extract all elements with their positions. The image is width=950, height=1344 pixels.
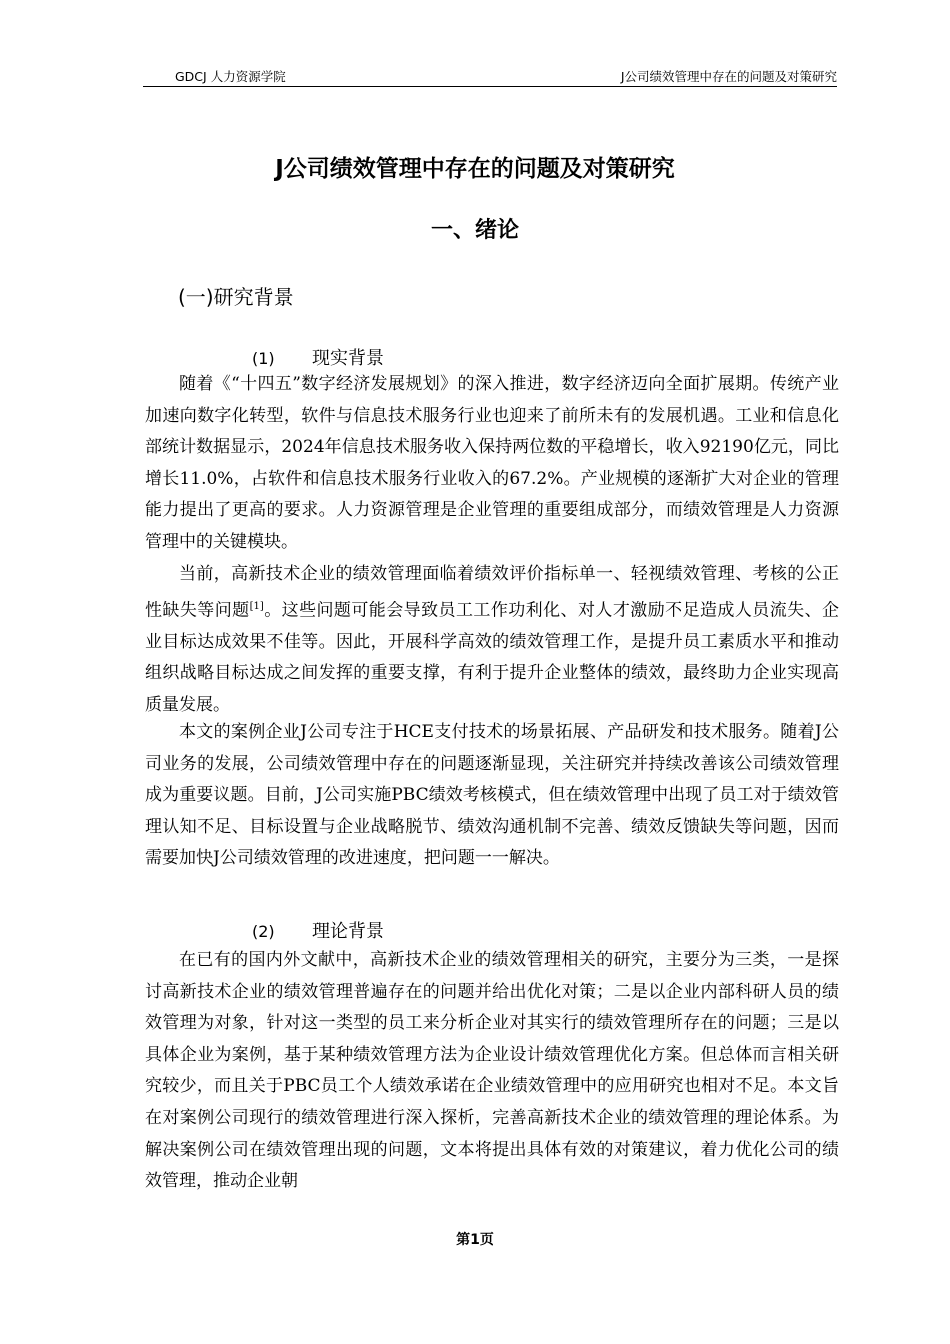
citation-marker: [1] xyxy=(249,600,264,612)
subsection-number: (1) xyxy=(252,349,275,368)
paragraph-2-body: 这些问题可能会导致员工工作功利化、对人才激励不足造成人员流失、企业目标达成效果不佳等。因此，开展科学高效的绩效管理工作，是提升员工素质水平和推动组织战略目标达成之间发挥的重要支撑，有利于提升企业整体的绩效，最终助力企业实现高质量发展。 xyxy=(145,600,840,716)
subsection-title: 现实背景 xyxy=(312,348,384,369)
paragraph-4: 在已有的国内外文献中，高新技术企业的绩效管理相关的研究，主要分为三类，一是探讨高新技术企业的绩效管理普遍存在的问题并给出优化对策；二是以企业内部科研人员的绩效管理为对象，针对这一类型的员工来分析企业对其实行的绩效管理所存在的问题；三是以具体企业为案例，基于某种绩效管理方法为企业设计绩效管理优化方案。但总体而言相关研究较少，而且关于PBC员工个人绩效承诺在企业绩效管理中的应用研究也相对不足。本文旨在对案例公司现行的绩效管理进行深入探析，完善高新技术企业的绩效管理的理论体系。为解决案例公司在绩效管理出现的问题，文本将提出具体有效的对策建议，着力优化公司的绩效管理，推动企业朝 xyxy=(145,950,839,1192)
header-left: GDCJ 人力资源学院 xyxy=(175,69,286,84)
page-number: 第1页 xyxy=(456,1232,494,1248)
paragraph-2 xyxy=(145,559,839,722)
subsection-title: 理论背景 xyxy=(312,921,384,942)
section-heading: (一)研究背景 xyxy=(178,285,294,309)
chapter-heading: 一、绪论 xyxy=(430,218,519,243)
subsection-heading-1 xyxy=(252,344,384,370)
subsection-heading-2 xyxy=(252,917,384,943)
paragraph-2-lead: 当前，高新技术企业的绩效管理面临着绩效评价指标单一、轻视绩效管理、考核的公正性缺失等问题 xyxy=(145,564,839,621)
header-right: J公司绩效管理中存在的问题及对策研究 xyxy=(620,69,837,84)
document-title: J公司绩效管理中存在的问题及对策研究 xyxy=(275,156,675,182)
paragraph-2-punct: 。 xyxy=(263,600,282,621)
page-header xyxy=(143,66,837,87)
paragraph-1: 随着《“十四五”数字经济发展规划》的深入推进，数字经济迈向全面扩展期。传统产业加速向数字化转型，软件与信息技术服务行业也迎来了前所未有的发展机遇。工业和信息化部统计数据显示，2024年信息技术服务收入保持两位数的平稳增长，收入92190亿元，同比增长11.0%，占软件和信息技术服务行业收入的67.2%。产业规模的逐渐扩大对企业的管理能力提出了更高的要求。人力资源管理是企业管理的重要组成部分，而绩效管理是人力资源管理中的关键模块。 xyxy=(145,374,839,552)
paragraph-3: 本文的案例企业J公司专注于HCE支付技术的场景拓展、产品研发和技术服务。随着J公司业务的发展，公司绩效管理中存在的问题逐渐显现，关注研究并持续改善该公司绩效管理成为重要议题。目前，J公司实施PBC绩效考核模式，但在绩效管理中出现了员工对于绩效管理认知不足、目标设置与企业战略脱节、绩效沟通机制不完善、绩效反馈缺失等问题，因而需要加快J公司绩效管理的改进速度，把问题一一解决。 xyxy=(145,722,839,869)
subsection-number: (2) xyxy=(252,922,275,941)
